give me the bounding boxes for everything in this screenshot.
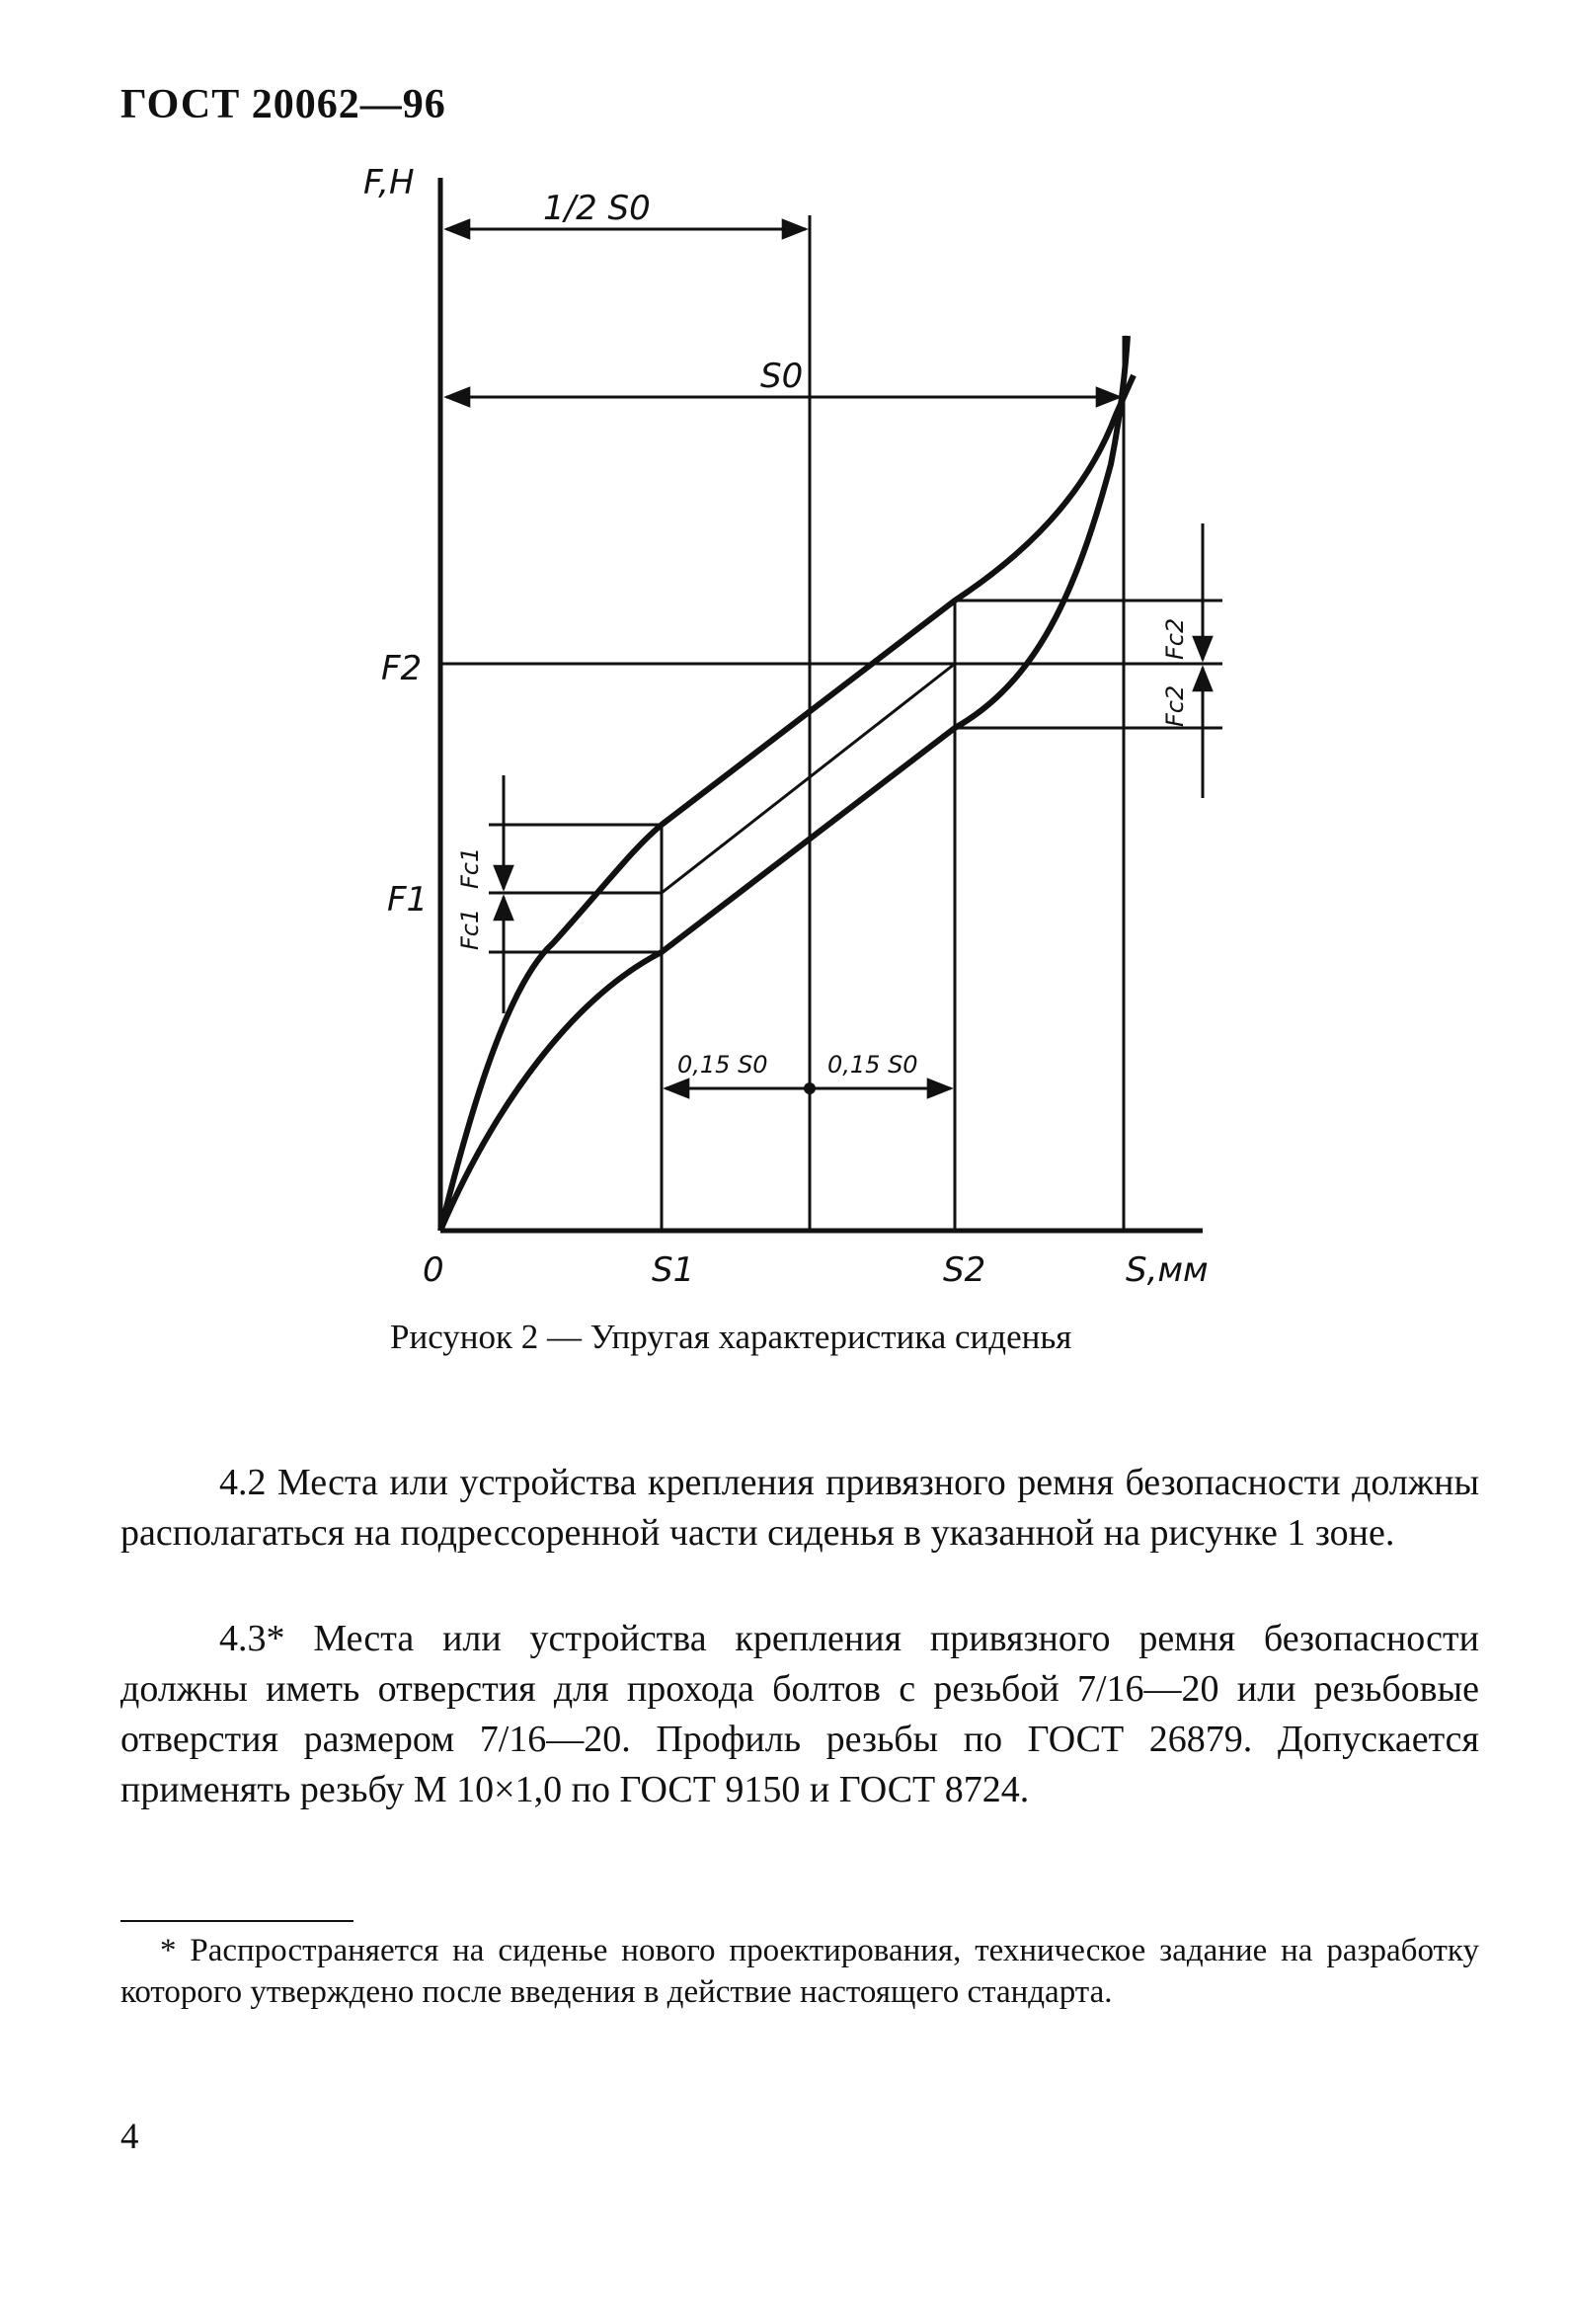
y-axis-label: F,H — [363, 163, 415, 202]
s0-label: S0 — [760, 357, 804, 396]
footnote: * Распространяется на сиденье нового проектирования, техническое задание на разработку которого утверждено после введения в действие настоящего стандарта. — [120, 1933, 1479, 2010]
unloading-curve — [440, 336, 1128, 1231]
origin-label: 0 — [423, 1250, 444, 1290]
fc1-lower-label: Fc1 — [456, 908, 484, 950]
half-s0-label: 1/2 S0 — [543, 189, 651, 228]
x-axis-label: S,мм — [1126, 1250, 1209, 1290]
paragraph-4-3: 4.3* Места или устройства крепления привязного ремня безопасности должны иметь отверстия для прохода болтов с резьбой 7/16—20 или резьбовые отверстия размером 7/16—20. Профиль резьбы по ГОСТ 26879. Допускается применять резьбу М 10×1,0 по ГОСТ 9150 и ГОСТ 8724. — [120, 1618, 1479, 1810]
loading-curve — [440, 375, 1134, 1231]
paragraph-4-2: 4.2 Места или устройства крепления привязного ремня безопасности должны располагаться на подрессоренной части сиденья в указанной на рисунке 1 зоне. — [120, 1462, 1479, 1554]
f2-label: F2 — [381, 649, 423, 688]
s1-label: S1 — [652, 1250, 695, 1290]
offset-left-label: 0,15 S0 — [677, 1051, 768, 1079]
fc1-upper-label: Fc1 — [456, 846, 484, 889]
f1-label: F1 — [387, 880, 429, 920]
fc2-upper-label: Fc2 — [1161, 617, 1189, 660]
page-number: 4 — [120, 2117, 139, 2157]
footnote-divider — [120, 1920, 353, 1922]
figure-caption: Рисунок 2 — Упругая характеристика сиденья — [390, 1318, 1072, 1356]
offset-center-dot — [804, 1082, 816, 1094]
s2-label: S2 — [943, 1250, 986, 1290]
document-header: ГОСТ 20062—96 — [120, 82, 446, 127]
fc2-lower-label: Fc2 — [1161, 684, 1189, 727]
offset-right-label: 0,15 S0 — [827, 1051, 918, 1079]
